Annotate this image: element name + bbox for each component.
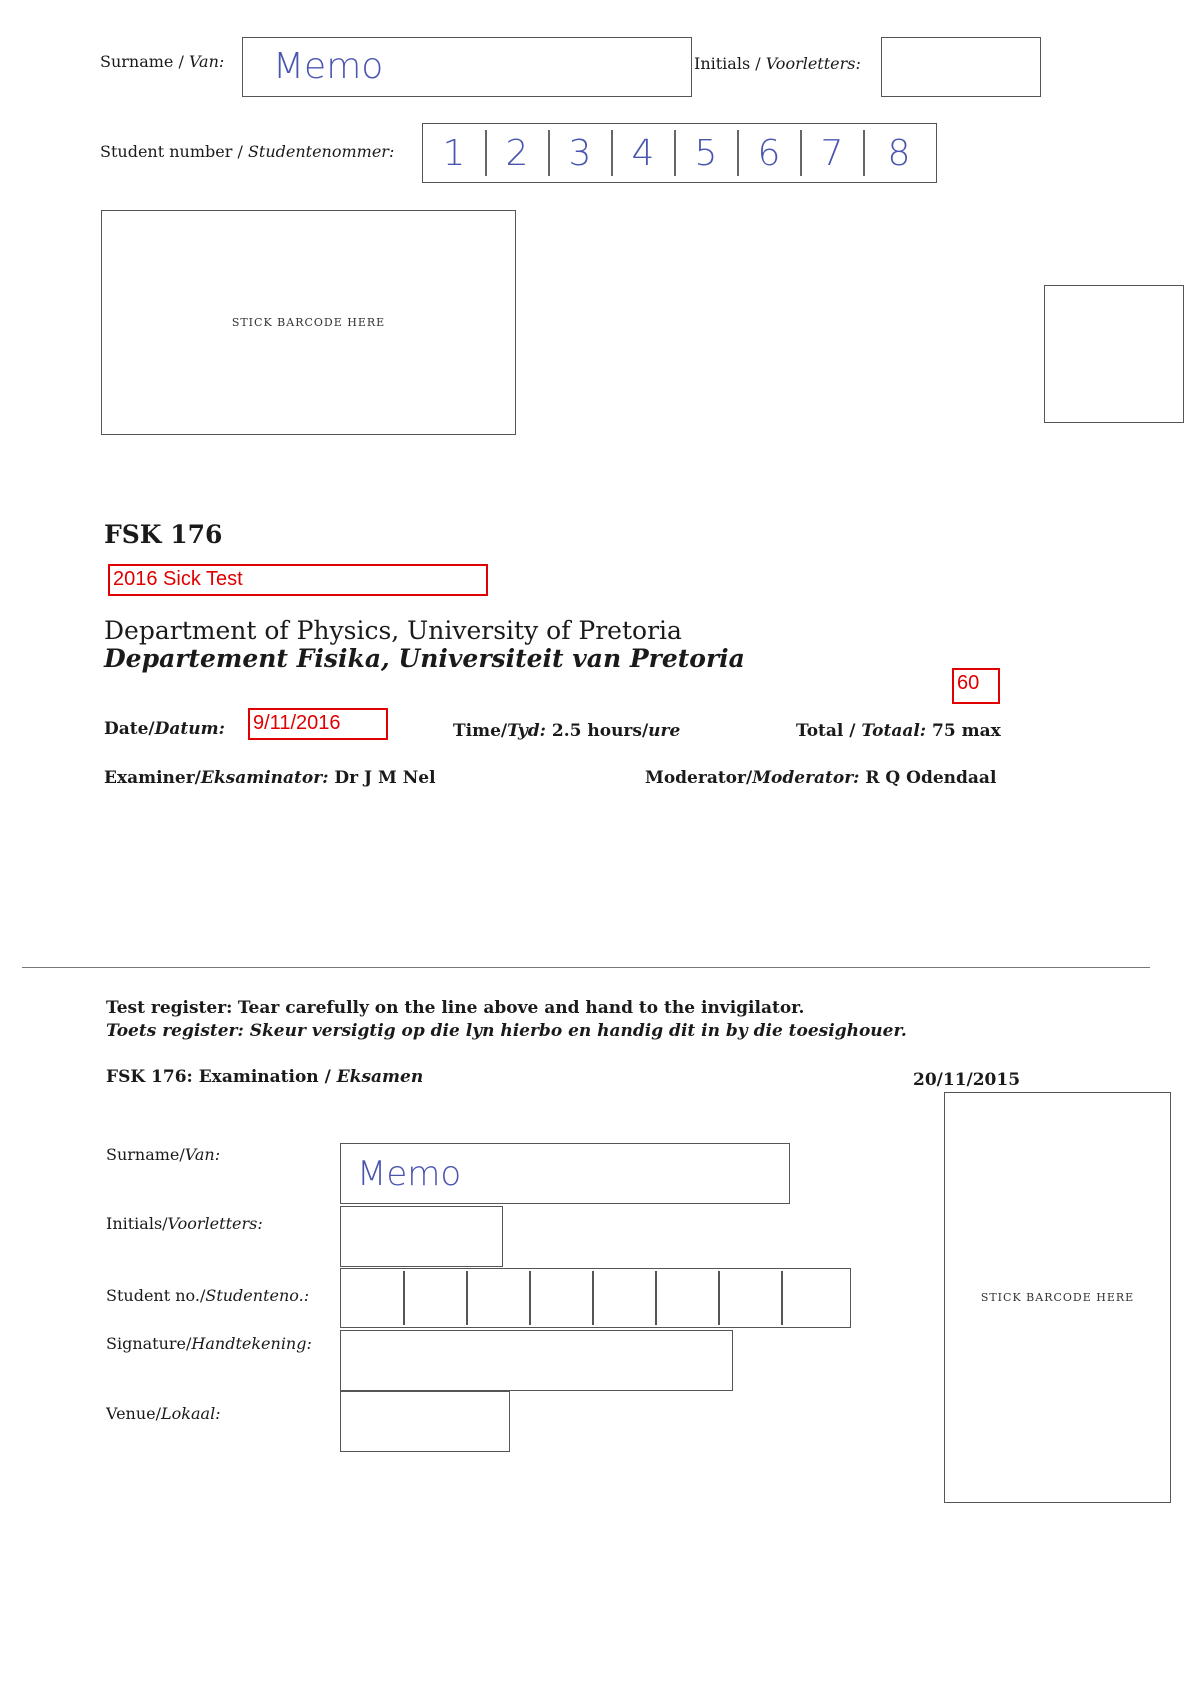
barcode-box	[101, 210, 516, 435]
register-venue-label: Venue/Lokaal:	[106, 1404, 221, 1423]
register-initials-field[interactable]	[340, 1206, 503, 1267]
digit-cell-separator	[781, 1271, 783, 1325]
student-digit: 5	[694, 132, 718, 174]
surname-value: Memo	[273, 46, 384, 87]
student-digit: 2	[505, 132, 529, 174]
initials-field[interactable]	[881, 37, 1041, 97]
register-signature-label: Signature/Handtekening:	[106, 1334, 312, 1353]
student-digit: 4	[631, 132, 655, 174]
student-number-field[interactable]	[422, 123, 937, 183]
date-annotation: 9/11/2016	[248, 708, 388, 740]
department-en: Department of Physics, University of Pretoria	[104, 616, 682, 645]
register-student-number-field[interactable]	[340, 1268, 851, 1328]
digit-cell-separator	[466, 1271, 468, 1325]
student-digit: 7	[820, 132, 844, 174]
surname-field[interactable]	[242, 37, 692, 97]
student-number-label: Student number / Studentenommer:	[100, 142, 395, 161]
digit-cell-separator	[655, 1271, 657, 1325]
total-marks-annotation: 60	[952, 668, 1000, 704]
register-exam-line: FSK 176: Examination / Eksamen	[106, 1067, 424, 1087]
register-surname-field[interactable]	[340, 1143, 790, 1204]
barcode-label: STICK BARCODE HERE	[231, 316, 386, 329]
register-barcode-label: STICK BARCODE HERE	[980, 1291, 1135, 1304]
register-signature-field[interactable]	[340, 1330, 733, 1391]
student-digit: 1	[442, 132, 466, 174]
tear-line	[22, 967, 1150, 968]
examiner-info: Examiner/Eksaminator: Dr J M Nel	[104, 768, 436, 788]
register-barcode-box	[944, 1092, 1171, 1503]
total-info: Total / Totaal: 75 max	[796, 721, 1001, 741]
department-af: Departement Fisika, Universiteit van Pretoria	[104, 644, 745, 673]
register-surname-value: Memo	[357, 1154, 462, 1194]
register-initials-label: Initials/Voorletters:	[106, 1214, 263, 1233]
register-line-af: Toets register: Skeur versigtig op die lyn hierbo en handig dit in by die toesighouer.	[106, 1021, 907, 1041]
test-name-annotation: 2016 Sick Test	[108, 564, 488, 596]
digit-cell-separator	[403, 1271, 405, 1325]
marks-box	[1044, 285, 1184, 423]
digit-cell-separator	[592, 1271, 594, 1325]
student-digit: 8	[887, 132, 911, 174]
time-info: Time/Tyd: 2.5 hours/ure	[453, 721, 681, 741]
register-surname-label: Surname/Van:	[106, 1145, 221, 1164]
register-line-en: Test register: Tear carefully on the line above and hand to the invigilator.	[106, 998, 805, 1018]
register-exam-date: 20/11/2015	[913, 1070, 1021, 1090]
student-digit: 3	[568, 132, 592, 174]
register-student-number-label: Student no./Studenteno.:	[106, 1286, 310, 1305]
student-digit: 6	[757, 132, 781, 174]
moderator-info: Moderator/Moderator: R Q Odendaal	[645, 768, 997, 788]
digit-cell-separator	[529, 1271, 531, 1325]
course-code: FSK 176	[104, 520, 223, 549]
initials-label: Initials / Voorletters:	[694, 54, 861, 73]
surname-label: Surname / Van:	[100, 52, 225, 71]
register-venue-field[interactable]	[340, 1391, 510, 1452]
date-label: Date/Datum:	[104, 719, 225, 739]
digit-cell-separator	[718, 1271, 720, 1325]
